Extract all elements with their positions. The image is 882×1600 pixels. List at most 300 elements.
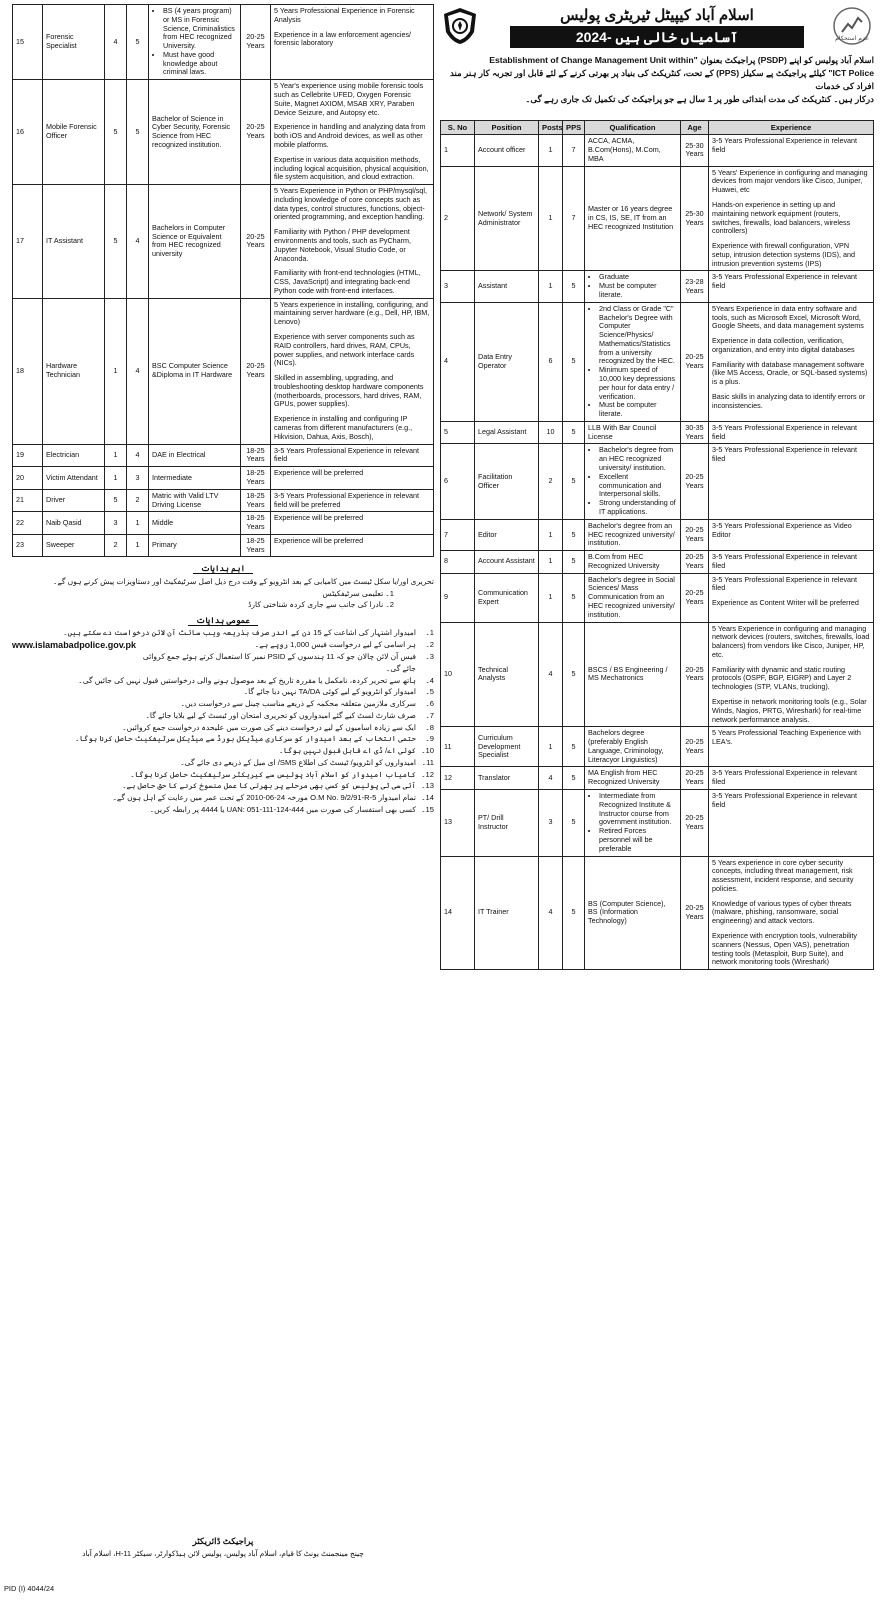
experience-paragraph: Experience in handling and analyzing data from both iOS and Android devices, as well as other mobile platforms. [274, 122, 426, 149]
row-experience [709, 551, 874, 574]
row-experience [709, 166, 874, 271]
row-posts: 1 [539, 519, 563, 550]
row-number: 22 [13, 512, 43, 535]
row-age: 20-25 Years [681, 856, 709, 970]
experience-paragraph: Experience will be preferred [274, 468, 364, 478]
experience-paragraph: Experience in installing and configuring IP cameras from different manufacturers (e.g., Hikvision, Dahua, Axis, Bosch), [274, 414, 413, 441]
table-row [13, 489, 434, 512]
row-experience [709, 727, 874, 767]
table-row [441, 573, 874, 622]
left-table-body [13, 5, 434, 557]
row-qualification: DAE in Electrical [149, 444, 241, 467]
instruction-number: 11۔ [421, 757, 434, 767]
row-position: Communication Expert [475, 573, 539, 622]
row-posts: 1 [105, 444, 127, 467]
experience-paragraph: 3-5 Years Professional Experience in relevant field [274, 445, 420, 464]
row-number: 11 [441, 727, 475, 767]
row-qualification: Bachelor's degree in Social Sciences/ Mass Communication from an HEC recognized university/ institution. [585, 573, 681, 622]
general-instruction-item [12, 745, 434, 757]
instruction-number: 6۔ [425, 699, 434, 709]
row-experience [271, 298, 434, 444]
experience-paragraph: 3-5 Years Professional Experience in relevant field [712, 272, 858, 291]
right-column [440, 4, 874, 970]
row-pps: 7 [563, 135, 585, 166]
row-posts: 5 [105, 489, 127, 512]
row-number: 8 [441, 551, 475, 574]
table-row [13, 185, 434, 299]
col-experience: Experience [709, 121, 874, 135]
qualification-item: • Strong understanding of IT applications. [599, 499, 677, 517]
row-number: 13 [441, 790, 475, 856]
instruction-text: ہاتھ سے تحریر کردہ، نامکمل یا مقررہ تاریخ کے بعد موصول ہونے والی درخواستیں قبول نہیں کی جائیں گی۔ [78, 675, 416, 685]
row-experience [709, 444, 874, 519]
intro-line-2: ICT Police" کیلئے پراجیکٹ پے سکیلز (PPS) کے تحت، کنٹریکٹ کی بنیاد پر بھرتی کرنے کے لئے قابل اور تجربہ کار ہنر مند افراد کی خدمات [450, 67, 874, 91]
row-position: Mobile Forensic Officer [43, 80, 105, 185]
general-instructions-list [12, 627, 434, 815]
intro-line-1: اسلام آباد پولیس کو اپنے (PSDP) پراجیکٹ بعنوان "Establishment of Change Management Unit within [489, 55, 874, 65]
row-number: 6 [441, 444, 475, 519]
row-age: 20-25 Years [241, 185, 271, 299]
table-row [441, 551, 874, 574]
general-instruction-item [12, 780, 434, 792]
general-instruction-item [12, 722, 434, 734]
row-position: Driver [43, 489, 105, 512]
police-badge-icon [440, 6, 480, 46]
row-age: 20-25 Years [681, 790, 709, 856]
instruction-text: ایک سے زیادہ اسامیوں کے لیے درخواست دینے کی صورت میں علیحدہ درخواست جمع کروائیں۔ [122, 722, 416, 732]
qualification-item: • Excellent communication and Interpersonal skills. [599, 473, 677, 499]
experience-paragraph: Experience in data collection, verification, organization, and entry into digital databases [712, 336, 855, 354]
qualification-item: • Minimum speed of 10,000 key depressions per hour for data entry / verification. [599, 366, 677, 401]
instruction-text: امیدوار کو انٹرویو کے لیے کوئی TA/DA نہیں دیا جائے گا۔ [243, 687, 416, 697]
row-qualification: Intermediate [149, 467, 241, 490]
row-age: 20-25 Years [241, 298, 271, 444]
row-qualification: Matric with Valid LTV Driving License [149, 489, 241, 512]
footer [4, 1536, 434, 1593]
row-age: 18-25 Years [241, 467, 271, 490]
qualification-item: • BS (4 years program) or MS in Forensic Science, Criminalistics from HEC recognized University. [163, 7, 237, 51]
general-instruction-item [12, 733, 434, 745]
row-experience [271, 5, 434, 80]
qualification-item: • Graduate [599, 273, 677, 282]
instruction-number: 5۔ [425, 687, 434, 697]
row-experience [709, 271, 874, 302]
experience-paragraph: 5Years Experience in data entry software and tools, such as Microsoft Excel, Microsoft Word, Google Sheets, and data management systems [712, 303, 864, 331]
row-position: IT Assistant [43, 185, 105, 299]
important-item-2: 2۔ نادرا کی جانب سے جاری کردہ شناختی کارڈ [248, 600, 394, 610]
row-posts: 5 [105, 185, 127, 299]
row-position: Account officer [475, 135, 539, 166]
row-pps: 5 [563, 727, 585, 767]
row-qualification [585, 790, 681, 856]
general-instruction-item [12, 686, 434, 698]
qualification-list [588, 305, 677, 419]
col-pps: PPS [563, 121, 585, 135]
row-pps: 5 [127, 80, 149, 185]
row-position: Facilitation Officer [475, 444, 539, 519]
experience-paragraph: Experience with firewall configuration, VPN setup, intrusion detection systems (IDS), and intrusion prevention systems (IPS) [712, 241, 856, 268]
row-pps: 5 [563, 856, 585, 970]
row-age: 20-25 Years [681, 302, 709, 421]
positions-table-right [440, 120, 874, 970]
row-pps: 5 [563, 767, 585, 790]
row-number: 23 [13, 534, 43, 557]
row-posts: 2 [539, 444, 563, 519]
row-position: Forensic Specialist [43, 5, 105, 80]
col-sno: S. No [441, 121, 475, 135]
experience-paragraph: Familiarity with database management software (like MS Access, Oracle, or SQL-based systems) is a plus. [712, 359, 868, 387]
row-position: Account Assistant [475, 551, 539, 574]
row-number: 5 [441, 421, 475, 444]
row-age: 20-25 Years [241, 5, 271, 80]
row-position: Curriculum Development Specialist [475, 727, 539, 767]
row-pps: 5 [563, 271, 585, 302]
row-experience [709, 519, 874, 550]
row-position: Editor [475, 519, 539, 550]
instruction-number: 14۔ [421, 793, 434, 803]
table-row [441, 302, 874, 421]
row-pps: 5 [127, 5, 149, 80]
header [440, 4, 874, 120]
experience-paragraph: Basic skills in analyzing data to identify errors or inconsistencies. [712, 392, 866, 410]
row-posts: 1 [105, 298, 127, 444]
row-position: Network/ System Administrator [475, 166, 539, 271]
row-experience [271, 467, 434, 490]
row-pps: 5 [563, 444, 585, 519]
table-row [441, 421, 874, 444]
instruction-text: امیدواروں کو انٹرویو/ ٹیسٹ کی اطلاع SMS/ ای میل کے ذریعے دی جائے گی۔ [180, 757, 416, 767]
right-table-body [441, 135, 874, 970]
instruction-number: 9۔ [425, 734, 434, 744]
experience-paragraph: 5 Years Professional Experience in Forensic Analysis [274, 6, 415, 24]
row-posts: 6 [539, 302, 563, 421]
instruction-text: سرکاری ملازمین متعلقہ محکمہ کے ذریعے مناسب چینل سے درخواست دیں۔ [180, 699, 416, 709]
qualification-item: • Bachelor's degree from an HEC recognized university/ institution. [599, 446, 677, 472]
row-qualification: Middle [149, 512, 241, 535]
instruction-number: 7۔ [425, 710, 434, 720]
row-qualification: LLB With Bar Council License [585, 421, 681, 444]
col-age: Age [681, 121, 709, 135]
row-experience [271, 444, 434, 467]
row-number: 3 [441, 271, 475, 302]
row-experience [271, 534, 434, 557]
row-number: 16 [13, 80, 43, 185]
row-experience [709, 421, 874, 444]
row-pps: 3 [127, 467, 149, 490]
row-age: 25-30 Years [681, 135, 709, 166]
instruction-number: 1۔ [425, 628, 434, 638]
table-row [13, 80, 434, 185]
row-age: 20-25 Years [681, 767, 709, 790]
col-position: Position [475, 121, 539, 135]
row-position: Naib Qasid [43, 512, 105, 535]
row-position: Technical Analysts [475, 622, 539, 727]
row-pps: 1 [127, 512, 149, 535]
row-pps: 7 [563, 166, 585, 271]
row-qualification: BSCS / BS Engineering / MS Mechatronics [585, 622, 681, 727]
row-number: 4 [441, 302, 475, 421]
general-instruction-item [12, 804, 434, 816]
instruction-text: کوئی اے/ ڈی اے قابل قبول نہیں ہوگا۔ [278, 746, 416, 756]
row-age: 20-25 Years [681, 444, 709, 519]
row-number: 19 [13, 444, 43, 467]
row-qualification: Bachelors in Computer Science or Equivalent from HEC recognized university [149, 185, 241, 299]
logo-motto: عزم استحکام [835, 35, 869, 42]
general-instruction-item [12, 675, 434, 687]
row-number: 18 [13, 298, 43, 444]
instruction-number: 13۔ [421, 781, 434, 791]
experience-paragraph: Experience in a law enforcement agencies/ forensic laboratory [274, 29, 412, 48]
row-experience [709, 622, 874, 727]
experience-paragraph: Experience as Content Writer will be preferred [712, 598, 859, 608]
experience-paragraph: 3-5 Years Professional Experience in relevant field will be preferred [274, 490, 420, 509]
address: چینج مینجمنٹ یونٹ کا قیام، اسلام آباد پولیس، پولیس لائن ہیڈکوارٹر، سیکٹر H-11، اسلام آباد [82, 1549, 364, 1558]
row-pps: 5 [563, 519, 585, 550]
intro-line-3: درکار ہیں۔ کنٹریکٹ کی مدت ابتدائی طور پر 1 سال ہے جو پراجیکٹ کی تکمیل تک جاری رہے گی۔ [525, 93, 874, 104]
qualification-item: • Retired Forces personnel will be preferable [599, 827, 677, 853]
experience-paragraph: Skilled in assembling, upgrading, and troubleshooting desktop hardware components (motherboards, processors, hard drives, RAM, GPUs, power supplies). [274, 373, 424, 409]
row-experience [271, 185, 434, 299]
row-age: 18-25 Years [241, 444, 271, 467]
row-number: 15 [13, 5, 43, 80]
left-column [12, 4, 434, 816]
instruction-text: حتمی انتخاب کے بعد امیدوار کو سرکاری میڈیکل بورڈ سے میڈیکل سرٹیفکیٹ حاصل کرنا ہوگا۔ [75, 734, 416, 744]
general-instruction-item [12, 710, 434, 722]
intro-text [440, 54, 874, 106]
row-posts: 1 [539, 573, 563, 622]
row-number: 10 [441, 622, 475, 727]
qualification-list [152, 7, 237, 77]
row-qualification [585, 444, 681, 519]
experience-paragraph: Experience with server components such as RAID controllers, hard drives, RAM, CPUs, power supplies, and network interface cards (NICs). [274, 332, 415, 368]
row-pps: 4 [127, 185, 149, 299]
row-posts: 1 [539, 166, 563, 271]
row-pps: 5 [563, 622, 585, 727]
row-posts: 4 [539, 856, 563, 970]
row-experience [709, 856, 874, 970]
row-age: 25-30 Years [681, 166, 709, 271]
experience-paragraph: 3-5 Years Professional Experience in relevant filed [712, 445, 858, 464]
row-position: Sweeper [43, 534, 105, 557]
page-title: اسلام آباد کیپیٹل ٹیریٹری پولیس [560, 7, 754, 24]
row-posts: 2 [105, 534, 127, 557]
qualification-item: • 2nd Class or Grade "C" Bachelor's Degree with Computer Science/Physics/ Mathematics/Statistics from a university recognized by the HEC. [599, 305, 677, 366]
row-posts: 4 [105, 5, 127, 80]
row-qualification [585, 271, 681, 302]
row-age: 20-25 Years [681, 551, 709, 574]
general-instruction-item [12, 769, 434, 781]
qualification-list [588, 792, 677, 853]
row-position: IT Trainer [475, 856, 539, 970]
row-number: 12 [441, 767, 475, 790]
row-posts: 1 [539, 551, 563, 574]
table-row [13, 534, 434, 557]
instruction-text: فیس آن لائن چالان جو کہ 11 ہندسوں کے PSID نمبر کا استعمال کرتے ہوئے جمع کروائی جائے گی۔ [142, 652, 416, 673]
instruction-number: 4۔ [425, 675, 434, 685]
advertisement-page [4, 4, 874, 1596]
experience-paragraph: Knowledge of various types of cyber threats (malware, phishing, ransomware, social engineering) and attack vectors. [712, 898, 852, 926]
positions-table-left [12, 4, 434, 557]
row-qualification: BS (Computer Science), BS (Information Technology) [585, 856, 681, 970]
row-pps: 5 [563, 790, 585, 856]
instruction-number: 15۔ [421, 804, 434, 814]
row-position: Hardware Technician [43, 298, 105, 444]
row-age: 18-25 Years [241, 512, 271, 535]
row-position: Data Entry Operator [475, 302, 539, 421]
row-pps: 4 [127, 444, 149, 467]
row-posts: 1 [539, 135, 563, 166]
experience-paragraph: Hands-on experience in setting up and maintaining network equipment (routers, switches, firewalls, load balancers, wireless controllers) [712, 199, 851, 236]
general-instruction-item [12, 792, 434, 804]
row-qualification [585, 302, 681, 421]
qualification-item: • Must be computer literate. [599, 282, 677, 300]
row-qualification: Bachelors degree (preferably English Language, Criminology, Literacyor Linguistics) [585, 727, 681, 767]
row-pps: 5 [563, 573, 585, 622]
table-row [441, 856, 874, 970]
row-pps: 5 [563, 551, 585, 574]
row-age: 20-25 Years [681, 622, 709, 727]
row-posts: 1 [105, 467, 127, 490]
qualification-item: • Must have good knowledge about criminal laws. [163, 51, 237, 77]
row-pps: 1 [127, 534, 149, 557]
table-row [441, 444, 874, 519]
instruction-text: صرف شارٹ لسٹ کیے گئے امیدواروں کو تحریری امتحان اور ٹیسٹ کے لیے بلایا جائے گا۔ [145, 710, 416, 720]
important-item-1: 1۔ تعلیمی سرٹیفکیٹس [322, 588, 394, 598]
table-row [441, 727, 874, 767]
table-row [441, 135, 874, 166]
instruction-text: ہر اسامی کے لیے درخواست فیس 1,000 روپے ہے۔ [254, 640, 416, 650]
experience-paragraph: Experience will be preferred [274, 513, 364, 523]
important-heading: اہم ہدایات [12, 563, 434, 575]
website-link[interactable]: www.islamabadpolice.gov.pk [12, 640, 137, 651]
row-position: Victim Attendant [43, 467, 105, 490]
row-age: 18-25 Years [241, 534, 271, 557]
experience-paragraph: 3-5 Years Professional Experience in relevant filed [712, 768, 858, 787]
instruction-number: 10۔ [421, 746, 434, 756]
row-experience [271, 512, 434, 535]
table-row [441, 271, 874, 302]
table-row [441, 519, 874, 550]
row-age: 20-25 Years [681, 727, 709, 767]
row-experience [709, 135, 874, 166]
row-qualification: Primary [149, 534, 241, 557]
row-experience [271, 489, 434, 512]
general-heading: عمومی ہدایات [12, 615, 434, 627]
row-age: 30-35 Years [681, 421, 709, 444]
experience-paragraph: Expertise in network monitoring tools (e.g., Solar Winds, Nagios, PRTG, Wireshark) for real-time network performance analysis. [712, 697, 867, 724]
instructions-section [12, 563, 434, 815]
row-position: Translator [475, 767, 539, 790]
row-qualification: Bachelor's degree from an HEC recognized university/ institution. [585, 519, 681, 550]
table-row [13, 444, 434, 467]
row-posts: 5 [105, 80, 127, 185]
important-text: تحریری اور/یا سکل ٹیسٹ میں کامیابی کے بعد انٹرویو کے وقت درج ذیل اصل سرٹیفکیٹ اور دستاویزات پیش کرنے ہوں گے۔ [53, 576, 434, 586]
table-row [13, 298, 434, 444]
instruction-text: کسی بھی استفسار کی صورت میں UAN: 051-111-124-444 یا 4444 پر رابطہ کریں۔ [149, 804, 416, 814]
row-age: 20-25 Years [241, 80, 271, 185]
pid-number: PID (I) 4044/24 [4, 1584, 55, 1593]
row-position: Electrician [43, 444, 105, 467]
row-number: 17 [13, 185, 43, 299]
row-pps: 4 [127, 298, 149, 444]
row-experience [709, 790, 874, 856]
instruction-number: 12۔ [421, 769, 434, 779]
experience-paragraph: 3-5 Years Professional Experience in relevant filed [712, 552, 858, 570]
row-experience [709, 302, 874, 421]
table-row [13, 467, 434, 490]
experience-paragraph: 3-5 Years Professional Experience in relevant field [712, 791, 858, 809]
qualification-list [588, 273, 677, 299]
row-experience [271, 80, 434, 185]
instruction-number: 3۔ [425, 652, 434, 662]
row-pps: 5 [563, 302, 585, 421]
experience-paragraph: 3-5 Years Professional Experience as Video Editor [712, 520, 852, 539]
qualification-item: • Intermediate from Recognized Institute & Instructor course from government institution. [599, 792, 677, 827]
experience-paragraph: Familiarity with front-end technologies (HTML, CSS, JavaScript) and integrating back-end Python code with front-end interfaces. [274, 268, 421, 295]
experience-paragraph: 3-5 Years Professional Experience in relevant filed [712, 574, 858, 593]
row-number: 21 [13, 489, 43, 512]
row-posts: 3 [105, 512, 127, 535]
general-instruction-item [12, 757, 434, 769]
row-pps: 5 [563, 421, 585, 444]
row-position: Legal Assistant [475, 421, 539, 444]
row-position: PT/ Drill Instructor [475, 790, 539, 856]
row-age: 20-25 Years [681, 573, 709, 622]
row-experience [709, 767, 874, 790]
table-row [441, 166, 874, 271]
row-age: 18-25 Years [241, 489, 271, 512]
row-qualification: ACCA, ACMA, B.Com(Hons), M.Com, MBA [585, 135, 681, 166]
row-posts: 10 [539, 421, 563, 444]
experience-paragraph: Familiarity with dynamic and static routing protocols (OSPF, BGP, EIGRP) and Layer 2 technologies (STP, VLANs, trucking). [712, 664, 852, 692]
row-pps: 2 [127, 489, 149, 512]
col-posts: Posts [539, 121, 563, 135]
row-number: 14 [441, 856, 475, 970]
banner-year: -2024 [575, 29, 612, 45]
experience-paragraph: 3-5 Years Professional Experience in relevant field [712, 136, 858, 155]
experience-paragraph: 5 Years experience in installing, configuring, and maintaining server hardware (e.g., Dell, HP, IBM, Lenovo) [274, 299, 430, 327]
row-age: 20-25 Years [681, 519, 709, 550]
instruction-text: کامیاب امیدوار کو اسلام آباد پولیس سے کیریکٹر سرٹیفکیٹ حاصل کرنا ہوگا۔ [130, 769, 416, 779]
row-number: 20 [13, 467, 43, 490]
experience-paragraph: 5 Years Experience in configuring and managing network devices (routers, switches, firewalls, load balancers) from vendors like Cisco, Juniper, HP, etc. [712, 623, 870, 659]
row-number: 9 [441, 573, 475, 622]
row-number: 7 [441, 519, 475, 550]
general-instruction-item [12, 639, 434, 651]
experience-paragraph: 5 Years experience in core cyber security concepts, including threat management, risk assessment, incident response, and security policies. [712, 857, 854, 893]
general-instruction-item [12, 651, 434, 675]
row-posts: 1 [539, 271, 563, 302]
row-qualification: Master or 16 years degree in CS, IS, SE, IT from an HEC recognized Institution [585, 166, 681, 271]
table-row [441, 767, 874, 790]
vacancy-banner [510, 26, 804, 48]
row-qualification: BSC Computer Science &Diploma in IT Hardware [149, 298, 241, 444]
table-row [441, 622, 874, 727]
instruction-number: 2۔ [425, 640, 434, 650]
experience-paragraph: 5 Year's experience using mobile forensic tools such as Cellebrite UFED, Oxygen Forensic Suite, Magnet AXIOM, MSAB XRY, Paraben Device Seizure, and Autopsy etc. [274, 81, 424, 117]
banner-text: آسامیاں خالی ہیں [615, 29, 739, 45]
row-number: 2 [441, 166, 475, 271]
instruction-text: امیدوار اشتہار کی اشاعت کے 15 دن کے اندر صرف بذریعہ ویب سائٹ آن لائن درخواست دے سکتے ہیں۔ [63, 628, 416, 638]
experience-paragraph: 3-5 Years Professional Experience in relevant field [712, 422, 858, 441]
instruction-text: تمام امیدوار O.M No. 9/2/91-R-5 مورخہ 24-06-2010 کے تحت عمر میں رعایت کے اہل ہوں گے۔ [112, 793, 416, 803]
signatory: پراجیکٹ ڈائریکٹر [192, 1536, 254, 1546]
experience-paragraph: 5 Years Experience in Python or PHP/mysql/sql, including knowledge of core concepts such as data types, control structures, functions, object-oriented programming, and exception handling. [274, 186, 428, 222]
row-posts: 4 [539, 767, 563, 790]
qualification-list [588, 446, 677, 516]
table-header-row [441, 121, 874, 135]
row-posts: 1 [539, 727, 563, 767]
